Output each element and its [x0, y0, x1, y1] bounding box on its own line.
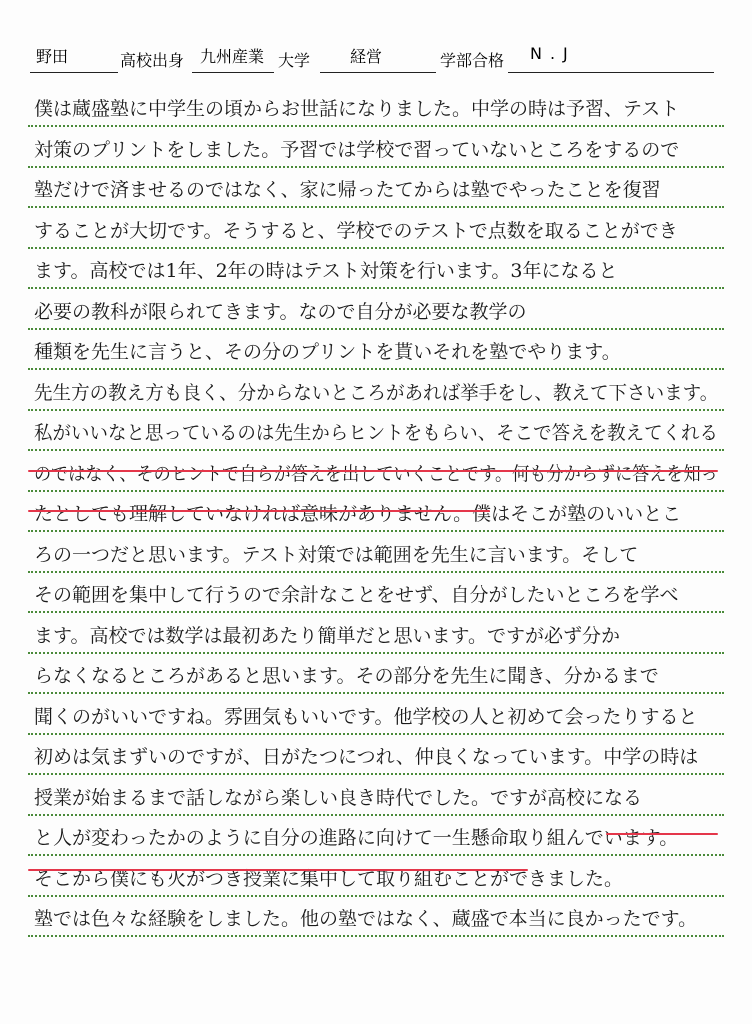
highlight-underline — [28, 510, 490, 512]
essay-line-text: 聞くのがいいですね。雰囲気もいいです。他学校の人と初めて会ったりすると — [34, 705, 698, 728]
highlight-underline — [28, 869, 528, 871]
student-initials: N.J — [530, 44, 576, 63]
essay-line-text: その範囲を集中して行うので余計なことをせず、自分がしたいところを学べ — [34, 584, 679, 606]
essay-line — [28, 410, 724, 451]
university-underline — [192, 72, 274, 73]
highlight-underline — [28, 470, 718, 472]
essay-line-text: 必要の教科が限られてきます。なので自分が必要な教学の — [34, 300, 527, 323]
highschool-label: 高校出身 — [120, 51, 185, 70]
essay-line-text: 種類を先生に言うと、その分のプリントを貰いそれを塾でやります。 — [34, 341, 621, 363]
essay-line-text: のではなく、そのヒントで自らが答えを出していくことです。何も分からずに答えを知っ — [34, 462, 718, 485]
essay-line — [28, 572, 724, 613]
essay-line — [28, 248, 724, 289]
essay-line — [28, 734, 724, 775]
initials-underline — [508, 72, 714, 73]
essay-line-text: そこから僕にも火がつき授業に集中して取り組むことができました。 — [34, 867, 624, 890]
essay-line-text: たとしても理解していなければ意味がありません。僕はそこが塾のいいとこ — [34, 503, 682, 525]
faculty-name: 経営 — [350, 47, 383, 66]
essay-line-text: 私がいいなと思っているのは先生からヒントをもらい、そこで答えを教えてくれる — [34, 422, 719, 444]
essay-line-text: 授業が始まるまで話しながら楽しい良き時代でした。ですが高校になる — [34, 786, 643, 809]
essay-line — [28, 653, 724, 694]
essay-line-text: ます。高校では数学は最初あたり簡単だと思います。ですが必ず分か — [34, 624, 620, 647]
student-name: 野田 — [36, 47, 69, 66]
essay-line-text: ろの一つだと思います。テスト対策では範囲を先生に言います。そして — [34, 543, 639, 566]
essay-line — [28, 127, 724, 168]
essay-line — [28, 896, 724, 937]
essay-line — [28, 167, 724, 208]
essay-line — [28, 694, 724, 735]
essay-line — [28, 613, 724, 654]
essay-line-text: らなくなるところがあると思います。その部分を先生に聞き、分かるまで — [34, 665, 659, 687]
name-underline — [30, 72, 118, 73]
essay-line-text: 対策のプリントをしました。予習では学校で習っていないところをするので — [34, 138, 680, 161]
essay-line-text: 塾だけで済ませるのではなく、家に帰ったてからは塾でやったことを復習 — [34, 179, 661, 201]
essay-line-text: 塾では色々な経験をしました。他の塾ではなく、蔵盛で本当に良かったです。 — [34, 908, 698, 930]
essay-line — [28, 532, 724, 573]
essay-line-text: と人が変わったかのように自分の進路に向けて一生懸命取り組んでいます。 — [34, 827, 679, 849]
essay-line — [28, 815, 724, 856]
faculty-label: 学部合格 — [440, 51, 505, 70]
essay-line-text: 初めは気まずいのですが、日がたつにつれ、仲良くなっています。中学の時は — [34, 746, 699, 768]
essay-line — [28, 370, 724, 411]
highlight-underline — [606, 833, 718, 835]
essay-line — [28, 208, 724, 249]
essay-line-text: 先生方の教え方も良く、分からないところがあれば挙手をし、教えて下さいます。 — [34, 381, 719, 404]
essay-line-text: することが大切です。そうすると、学校でのテストで点数を取ることができ — [34, 219, 678, 242]
faculty-underline — [320, 72, 436, 73]
essay-line — [28, 329, 724, 370]
university-label: 大学 — [278, 51, 311, 70]
essay-line-text: 僕は蔵盛塾に中学生の頃からお世話になりました。中学の時は予習、テスト — [34, 98, 680, 120]
university-name: 九州産業 — [200, 47, 265, 66]
essay-line — [28, 856, 724, 897]
essay-line — [28, 86, 724, 127]
essay-line-text: ます。高校では1年、2年の時はテスト対策を行います。3年になると — [34, 260, 618, 282]
essay-line — [28, 289, 724, 330]
essay-line — [28, 775, 724, 816]
